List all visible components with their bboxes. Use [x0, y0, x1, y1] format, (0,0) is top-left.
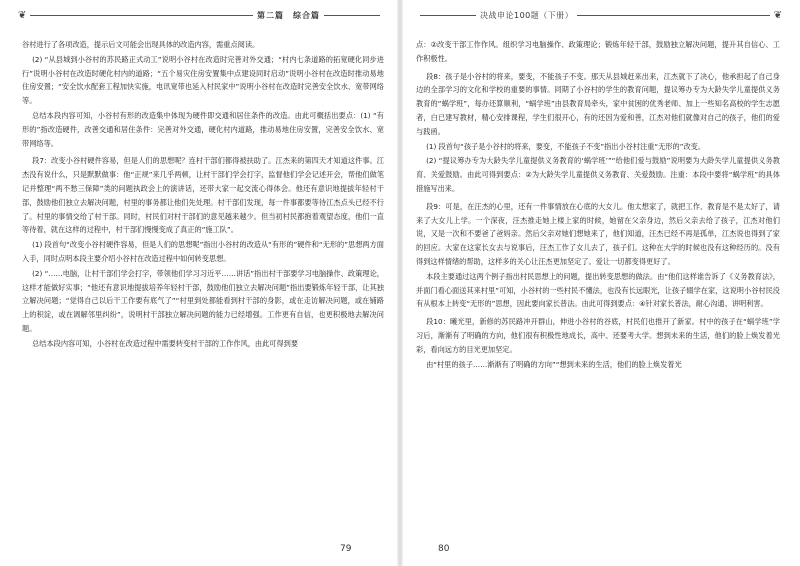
page-number: 79: [340, 544, 352, 554]
left-page-text: [22, 38, 384, 352]
page-number: 80: [438, 544, 450, 554]
paragraph: 总结本段内容可知，小谷村在改造过程中需要转变村干部的工作作风，由此可得到要: [32, 338, 299, 348]
paragraph: (1) 段首句“孩子是小谷村的将来，要变，不能孩子不变”指出小谷村注重“无形的”改变。: [426, 141, 706, 151]
header-rule: [420, 15, 476, 16]
paragraph: (2) “从县城到小谷村的苏民路正式动工”说明小谷村在改造时完善对外交通；“村内七条道路的拓宽硬化同步进行”说明小谷村在改造时硬化村内的道路；“五个易灾住房安置集中点建设同时启动”说明小谷村在改造时推动易地住房安置；“安全饮水配套工程加快实施，电讯宽带也延入村民家中”说明小谷村在改造时完善安全饮水、宽带网络等。: [22, 54, 384, 106]
header-rule: [30, 15, 253, 16]
paragraph: (2) “……电脑，让村干部们学会打字，带领他们学习习近平……讲话”指出村干部要学习电脑操作、政策理论，这样才能做好实事；“他还有意识地提拔培养年轻村干部，鼓励他们独立去解决问题”指出要锻炼年轻干部，让其独立解决问题；“觉得自己以后干工作要有底气了”“村里到处都能看到村干部的身影，或在走访解决问题，或在铺路上的积淀，或在调解邻里纠纷”，说明村干部独立解决问题的能力已经增强。工作更有自信，也更积极地去解决问题。: [22, 268, 384, 333]
book-title: 决战申论100题（下册）: [480, 10, 574, 20]
paragraph: 点：②改变干部工作作风。组织学习电脑操作、政策理论；锻炼年轻干部，鼓励独立解决问题，提升其自信心、工作积极性。: [416, 40, 780, 63]
paragraph: (2) “提议筹办专为大龄失学儿童提供义务教育的‘蜗学班’”“给他们爱与鼓励”说明要为大龄失学儿童提供义务教育、关爱鼓励。由此可得到要点：②为大龄失学儿童提供义务教育、关爱鼓励。注重：本段中要将“蜗学班”的具体措施写出来。: [416, 156, 780, 193]
header-rule: [324, 15, 380, 16]
paragraph: 段7：改变小谷村硬件容易，但是人们的思想呢？连村干部们都得被扶助了。江杰来的第四天才知道这件事。江杰没有说什么，只是默默做事：他“正规”来几乎两顿，让村干部们学会打字，监督他们学会记述开会，帮他们做笔记并整理“两不愁三保障”类的问题执政会上的演讲话，还带大家一起交流心得体会。他还有意识地提拔年轻村干部，鼓励他们独立去解决问题，村里的事务都让他们先处理。村干部们发现，每一件事都要等待江杰点头已经不行了。村里的事情交给了村干部。同时，村民们对村干部们的意见越来越少。但当初村民都抱着观望态度，他们一直等待着，就在这样的过程中，村干部们慢慢变成了真正的“施工队”。: [22, 156, 384, 235]
paragraph: (1) 段首句“改变小谷村硬件容易，但是人们的思想呢”指出小谷村的改造从“有形的”硬件和“无形的”思想两方面入手，同时点明本段主要介绍小谷村在改造过程中如何转变思想。: [22, 240, 384, 263]
paragraph: 由“村里的孩子……渐渐有了明确的方向”“想到未来的生活，他们的脸上焕发着光: [426, 359, 682, 369]
paragraph: 段10：曦光里，新修的苏民路冲开群山，伸进小谷村的谷底，村民们也推开了新家。村中的孩子在“蜗学班”学习后，渐渐有了明确的方向，他们很有积极性地成长，高中、还要考大学。想到未来的生活，他们的脸上焕发着光彩，看向远方的目光更加坚定。: [416, 317, 780, 354]
section-title: 第二篇 综合篇: [257, 10, 320, 20]
paragraph: 段9：可是，在汪杰的心里，还有一件事情放在心底的大女儿。他太想家了，就把工作、教育是不是太好了，请来了大女儿上学。一个深夜，汪杰推走她上楼上家的时候，她留在父亲身边，然后父亲去给了孩子，江杰对他们说，又是一次和不要爸了爸妈亲。然后父亲对她们想她来了，他们知道，汪杰已经不再是孤单，江杰说也得到了家的回应。大家在这家长女去与说事后，汪杰工作了女儿去了，孩子们。这种在大学的时候也没有这种经历的。没有得到这样情绪的帮助，这样多的关心让汪杰更加坚定了。爱让一切都变得更好了。: [416, 201, 780, 266]
left-page-header: [18, 6, 384, 24]
paragraph: 本段主要通过这两个例子指出村民思想上的问题，提出转变思想的做法。由“他们这样谁告诉了《义务教育法》，并面门看心面送其来村里”可知，小谷村的一些村民不懂法，也没有长远眼光，让孩子辍学在家，这说明小谷村民没有从根本上转变“无形的”思想，因此要向家长普法。由此可得到要点：④针对家长普法，耐心沟通、讲明利害。: [416, 271, 780, 309]
paragraph: 总结本段内容可知，小谷村有形的改造集中体现为硬件即交通和居住条件的改造。由此可概括出要点：(1) “有形的”指改造硬件，改善交通和居住条件：完善对外交通，硬化村内道路，推动易地住房安置，完善安全饮水、宽带网络等。: [22, 110, 384, 148]
right-page-header: [416, 6, 782, 24]
ornament-icon: ❦: [18, 9, 27, 21]
paragraph: 谷村进行了各项改造，提示后文可能会出现具体的改造内容，需重点阅读。: [22, 40, 260, 49]
right-page-text: [416, 38, 780, 372]
ornament-icon: ❦: [773, 9, 782, 21]
right-page: [400, 0, 800, 566]
header-rule: [577, 15, 769, 16]
paragraph: 段8：孩子是小谷村的将来，要变，不能孩子不变。那天从县城赶来出来，江杰就下了决心，他承担起了自己身边的全部学习的文化和学校的重要的事情。同期了小谷村的学生的教育问题，提议筹办专为大龄失学儿童提供义务教育的“蜗学班”，每办还算顺利，“蜗学班”由县教育局牵头，家中贫困的优秀老师、加上一些知名高校的学生志愿者，白已建写教材，精心安排课程，学生们很开心，有的还因为爱和善，江杰对他们就像对自己的孩子，他们的爱与践函。: [416, 71, 780, 136]
